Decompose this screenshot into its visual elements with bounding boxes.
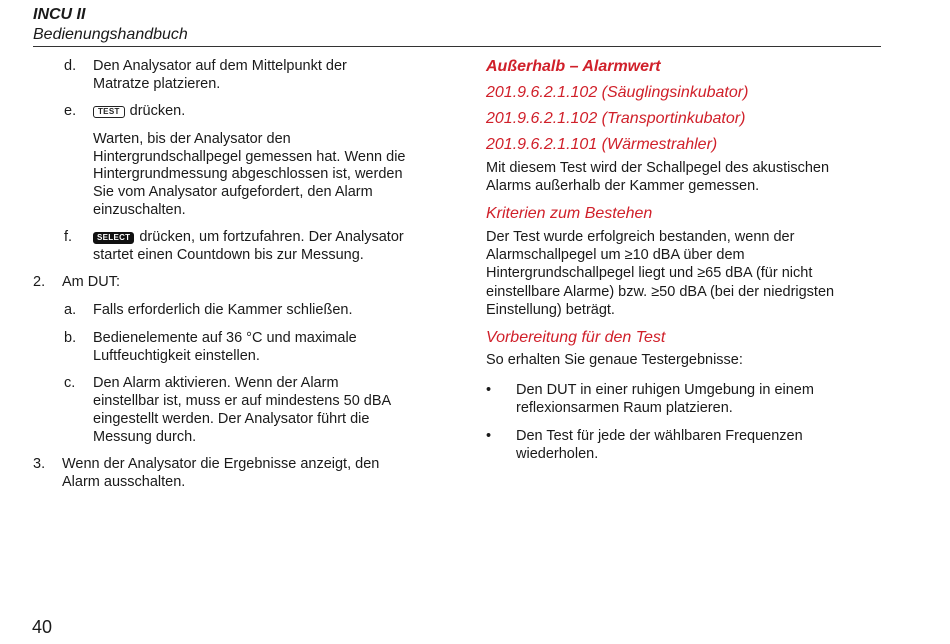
- standard-ref-2: 201.9.6.2.1.102 (Transportinkubator): [486, 110, 746, 127]
- select-key-icon: SELECT: [93, 232, 134, 244]
- step-f-text: drücken, um fortzufahren. Der Analysator: [139, 229, 404, 245]
- step-e-text: drücken.: [129, 103, 186, 119]
- intro-line2: Alarms außerhalb der Kammer gemessen.: [486, 178, 760, 194]
- step-c-marker: c.: [64, 375, 76, 391]
- criteria-heading: Kriterien zum Bestehen: [486, 205, 653, 222]
- test-key-icon: TEST: [93, 106, 125, 118]
- step-d-text-line2: Matratze platzieren.: [93, 76, 221, 92]
- bullet-1-line1: Den DUT in einer ruhigen Umgebung in einem: [516, 382, 814, 398]
- bullet-2-glyph: •: [486, 428, 492, 444]
- wait-text-line1: Warten, bis der Analysator den: [93, 131, 291, 147]
- step-b-line1: Bedienelemente auf 36 °C und maximale: [93, 330, 357, 346]
- manual-title: INCU II: [33, 6, 86, 23]
- criteria-line5: Einstellung) beträgt.: [486, 302, 615, 318]
- bullet-1-glyph: •: [486, 382, 492, 398]
- step-d-text-line1: Den Analysator auf dem Mittelpunkt der: [93, 58, 347, 74]
- criteria-line4: einstellbare Alarme) bzw. ≥50 dBA (bei der niedrigsten: [486, 284, 835, 300]
- step-e-marker: e.: [64, 103, 77, 119]
- wait-text-line2: Hintergrundschallpegel gemessen hat. Wenn die: [93, 149, 406, 165]
- step-f-line1: [93, 229, 404, 247]
- bullet-2-line1: Den Test für jede der wählbaren Frequenzen: [516, 428, 803, 444]
- step-3-marker: 3.: [33, 456, 46, 472]
- step-c-line3: eingestellt werden. Der Analysator führt die: [93, 411, 370, 427]
- bullet-2-line2: wiederholen.: [516, 446, 599, 462]
- step-c-line2: einstellbar ist, muss er auf mindestens 50 dBA: [93, 393, 392, 409]
- step-e-line: [93, 103, 185, 121]
- step-2-text: Am DUT:: [62, 274, 120, 290]
- manual-subtitle: Bedienungshandbuch: [33, 26, 188, 43]
- step-b-marker: b.: [64, 330, 77, 346]
- step-c-line4: Messung durch.: [93, 429, 197, 445]
- preparation-intro: So erhalten Sie genaue Testergebnisse:: [486, 352, 743, 368]
- step-b-line2: Luftfeuchtigkeit einstellen.: [93, 348, 260, 364]
- page-number: 40: [32, 617, 53, 637]
- step-c-line1: Den Alarm aktivieren. Wenn der Alarm: [93, 375, 339, 391]
- standard-ref-3: 201.9.6.2.1.101 (Wärmestrahler): [486, 136, 718, 153]
- step-f-marker: f.: [64, 229, 73, 245]
- section-heading: Außerhalb – Alarmwert: [486, 58, 661, 75]
- criteria-line3: Hintergrundschallpegel liegt und ≥65 dBA (für nicht: [486, 265, 813, 281]
- step-a-marker: a.: [64, 302, 77, 318]
- step-3-line1: Wenn der Analysator die Ergebnisse anzeigt, den: [62, 456, 380, 472]
- wait-text-line3: Hintergrundmessung abgeschlossen ist, werden: [93, 166, 403, 182]
- criteria-line2: Alarmschallpegel um ≥10 dBA über dem: [486, 247, 745, 263]
- standard-ref-1: 201.9.6.2.1.102 (Säuglingsinkubator): [486, 84, 749, 101]
- step-f-line2: startet einen Countdown bis zur Messung.: [93, 247, 364, 263]
- wait-text-line4: Sie vom Analysator aufgefordert, den Alarm: [93, 184, 373, 200]
- preparation-heading: Vorbereitung für den Test: [486, 329, 666, 346]
- bullet-1-line2: reflexionsarmen Raum platzieren.: [516, 400, 733, 416]
- step-a-text: Falls erforderlich die Kammer schließen.: [93, 302, 353, 318]
- intro-line1: Mit diesem Test wird der Schallpegel des akustischen: [486, 160, 830, 176]
- wait-text-line5: einzuschalten.: [93, 202, 186, 218]
- header-divider: [33, 46, 881, 47]
- step-3-line2: Alarm ausschalten.: [62, 474, 186, 490]
- criteria-line1: Der Test wurde erfolgreich bestanden, wenn der: [486, 229, 795, 245]
- step-2-marker: 2.: [33, 274, 46, 290]
- step-d-marker: d.: [64, 58, 77, 74]
